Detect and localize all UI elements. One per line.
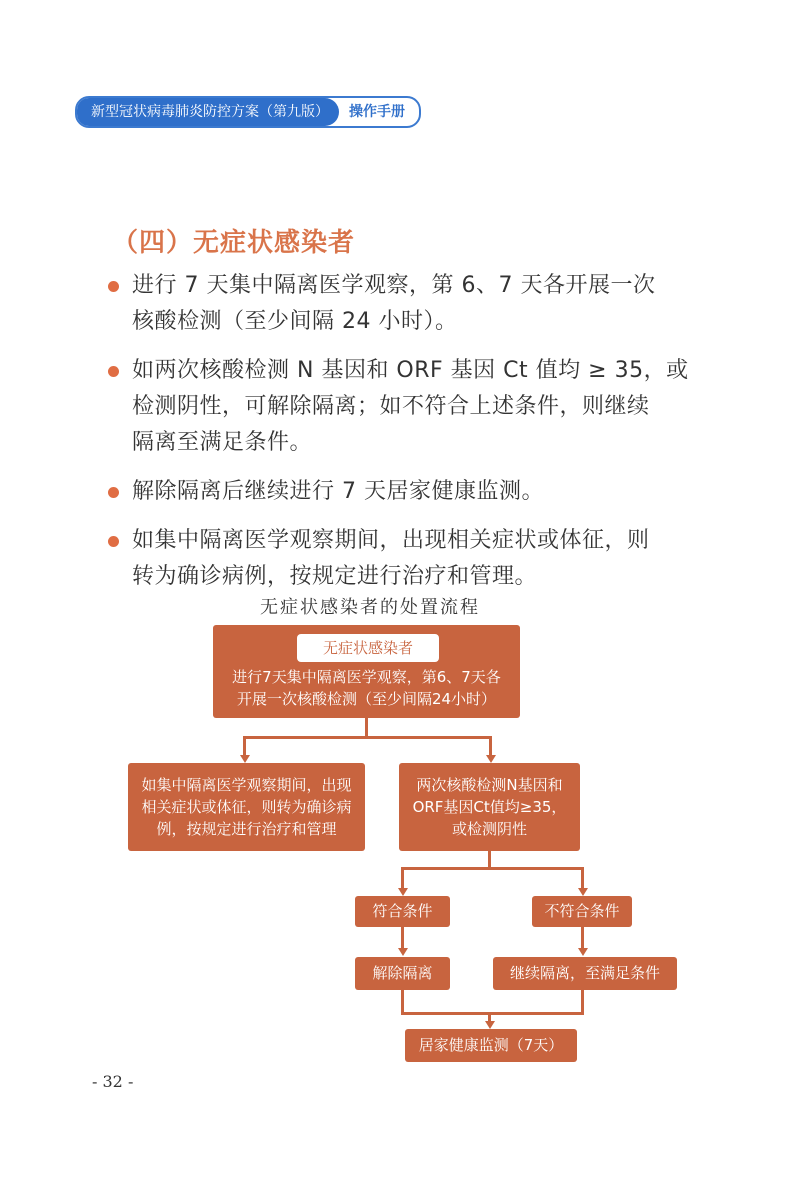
connector [401, 990, 404, 1014]
bullet-item [108, 523, 698, 595]
page-number: - 32 - [92, 1072, 134, 1091]
flow-left-box [128, 763, 365, 851]
flow-left-line1: 如集中隔离医学观察期间，出现 [141, 776, 352, 794]
header-banner [75, 96, 421, 128]
bullet-item [108, 353, 698, 461]
bullet-dot-icon [108, 487, 119, 498]
flow-right-line2: ORF基因Ct值均≥35， [412, 798, 567, 816]
flow-right-box [399, 763, 580, 851]
arrow-down-icon [398, 888, 408, 896]
connector [581, 990, 584, 1014]
flow-meet-box: 符合条件 [355, 896, 450, 927]
bullet-item [108, 474, 698, 510]
arrow-down-icon [486, 755, 496, 763]
arrow-down-icon [578, 948, 588, 956]
connector [401, 867, 584, 870]
connector [243, 736, 492, 739]
bullet-line: 转为确诊病例，按规定进行治疗和管理。 [132, 564, 538, 589]
flow-left-line2: 相关症状或体征，则转为确诊病 [141, 798, 352, 816]
flow-top-line1: 进行7天集中隔离医学观察，第6、7天各 [232, 668, 501, 686]
flow-home-box: 居家健康监测（7天） [405, 1029, 577, 1062]
bullet-line: 解除隔离后继续进行 7 天居家健康监测。 [132, 479, 544, 504]
bullet-line: 进行 7 天集中隔离医学观察，第 6、7 天各开展一次 [132, 273, 656, 298]
connector [243, 736, 246, 756]
flow-continue-box: 继续隔离，至满足条件 [493, 957, 677, 990]
flow-left-line3: 例，按规定进行治疗和管理 [156, 820, 337, 838]
bullet-dot-icon [108, 366, 119, 377]
connector [581, 867, 584, 889]
section-title: （四）无症状感染者 [112, 228, 356, 258]
connector [401, 867, 404, 889]
flow-top-label: 无症状感染者 [297, 634, 439, 662]
arrow-down-icon [240, 755, 250, 763]
bullet-line: 检测阴性，可解除隔离；如不符合上述条件，则继续 [132, 394, 650, 419]
bullet-list [108, 268, 698, 608]
connector [581, 927, 584, 949]
arrow-down-icon [398, 948, 408, 956]
bullet-line: 核酸检测（至少间隔 24 小时）。 [132, 309, 458, 334]
connector [401, 1012, 584, 1015]
header-subtitle: 操作手册 [349, 104, 405, 120]
flowchart-title: 无症状感染者的处置流程 [260, 597, 480, 618]
bullet-item [108, 268, 698, 340]
connector [488, 851, 491, 868]
header-title: 新型冠状病毒肺炎防控方案（第九版） [77, 98, 339, 126]
flow-release-box: 解除隔离 [355, 957, 450, 990]
bullet-dot-icon [108, 281, 119, 292]
bullet-line: 如集中隔离医学观察期间，出现相关症状或体征，则 [132, 528, 650, 553]
connector [401, 927, 404, 949]
flow-not-meet-box: 不符合条件 [532, 896, 632, 927]
arrow-down-icon [578, 888, 588, 896]
arrow-down-icon [485, 1021, 495, 1029]
flow-right-line3: 或检测阴性 [451, 820, 527, 838]
flow-right-line1: 两次核酸检测N基因和 [416, 776, 563, 794]
bullet-line: 如两次核酸检测 N 基因和 ORF 基因 Ct 值均 ≥ 35，或 [132, 358, 689, 383]
flow-top-line2: 开展一次核酸检测（至少间隔24小时） [236, 690, 497, 708]
connector [365, 718, 368, 737]
connector [489, 736, 492, 756]
bullet-line: 隔离至满足条件。 [132, 430, 313, 455]
bullet-dot-icon [108, 536, 119, 547]
